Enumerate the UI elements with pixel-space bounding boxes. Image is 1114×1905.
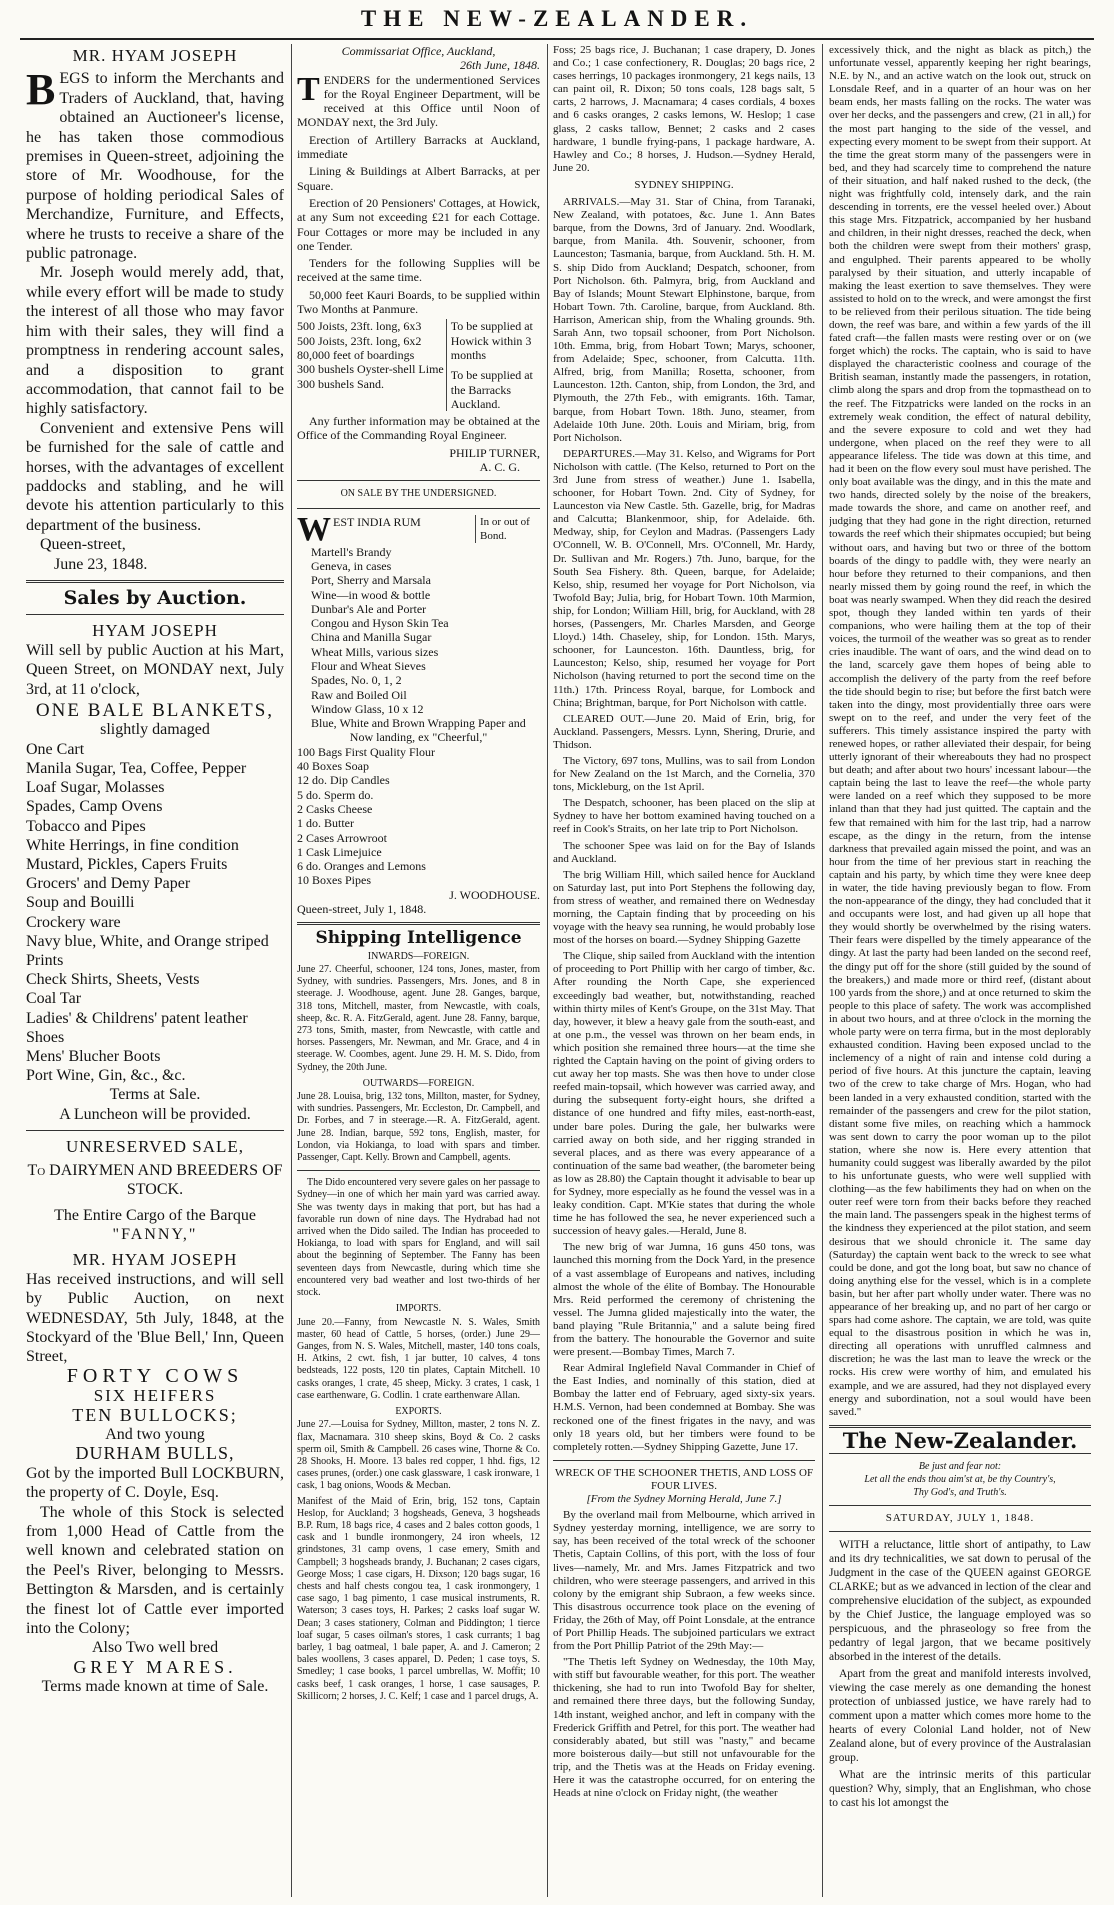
auction-item: Tobacco and Pipes (26, 817, 146, 835)
tender-office: Commissariat Office, Auckland, (341, 44, 496, 58)
goods-item: Flour and Wheat Sieves (311, 658, 426, 673)
goods-item: Spades, No. 0, 1, 2 (311, 673, 402, 688)
auction-item: Spades, Camp Ovens (26, 798, 163, 816)
divider (297, 480, 540, 481)
column-2 (297, 44, 540, 1897)
sale-bulls: DURHAM BULLS, (75, 1443, 235, 1464)
sale-bullocks: TEN BULLOCKS; (72, 1404, 238, 1425)
column-divider (291, 44, 292, 1897)
tender-paragraph: Erection of Artillery Barracks at Auckland, immediate (297, 132, 540, 162)
news-paragraph: The Dido encountered very severe gales on her passage to Sydney—in one of which her main yard was carried away. She was twenty days in making that port, but has had a favorable run down of nine days. The Hydrabad had not arrived when the Dido sailed. The Indian has proceeded to Hokianga, to load with spars for England, and will sail about the beginning of September. The Fanny has been seventeen days from Newcastle, during which time she encountered very bad weather and lost two-thirds of her stock. (297, 1177, 540, 1299)
on-sale-heading: ON SALE BY THE UNDERSIGNED. (340, 488, 497, 500)
masthead-title: THE NEW-ZEALANDER. (360, 6, 754, 31)
auction-item: Mustard, Pickles, Capers Fruits (26, 856, 228, 874)
masthead-rule (20, 38, 1094, 40)
tender-note: To be supplied at Howick within 3 months (450, 319, 533, 362)
news-paragraph: Rear Admiral Inglefield Naval Commander in Chief of the East Indies, and nominally of this station, died at Bombay the latter end of February, aged sixty-six years. H.M.S. Vernon, had been condemned at Bombay. She was reckoned one of the finest frigates in the navy, and was only 18 years old, but her timbers were found to be completely rotten.—Sydney Shipping Gazette, June 17. (553, 1362, 815, 1453)
sale-mares: GREY MARES. (73, 1656, 237, 1677)
auction-lead-item: ONE BALE BLANKETS, (35, 700, 275, 721)
news-paragraph: June 27. Cheerful, schooner, 124 tons, Jones, master, from Sydney, with sundries. Passengers, Mrs. Jones, and 8 in steerage. J. Woodhouse, agent. June 28. Ganges, barque, 318 tons, Mitchell, master, from Newcastle, with coals, sheep, &c. R. A. FitzGerald, agent. June 28. Fanny, barque, 273 tons, Smith, master, from Newcastle, with cattle and horses. Passengers, Mr. Newman, and Mr. Grace, and 4 in steerage. W. Coombes, agent. June 29. H. M. S. Dido, from Sydney, the 20th June. (297, 963, 540, 1073)
news-paragraph: Manifest of the Maid of Erin, brig, 152 tons, Captain Heslop, for Auckland; 3 hogsheads, Geneva, 3 hogsheads B.P. Rum, 18 bags rice, 4 cases and 2 bales cotton goods, 1 cask and 1 bundle ironmongery, 24 iron wheels, 12 grindstones, 31 camp ovens, 1 case emery, Smith and Campbell; 3 hogsheads brandy, J. Buchanan; 2 cases cigars, George Moss; 1 case cigars, H. Dixson; 120 bags sugar, 16 chests and half chests congou tea, 1 cask ironmongery, 1 case sago, 1 bag pimento, 1 case musical instruments, R. Waterson; 3 cases toys, H. Parkes; 2 casks loaf sugar W. Dean; 3 cases stationery, Colman and Piddington; 1 tierce loaf sugar, 5 cases oilman's stores, 1 cask currants; 1 bag barley, 1 bag oatmeal, 1 bale paper, A. and J. Cameron; 2 bales woollens, 3 cases apparel, D. Peden; 1 case toys, S. Smedley; 1 case books, 1 parcel umbrellas, W. Moffit; 10 casks beef, 1 cask oranges, 1 horse, 1 case sausages, P. Skillicorn; 2 horses, J. C. Kelf; 1 case and 1 parcel drugs, A. (297, 1495, 540, 1702)
news-paragraph: The schooner Spee was laid on for the Bay of Islands and Auckland. (553, 839, 815, 865)
tender-supplies-list (297, 319, 446, 411)
divider (829, 1505, 1091, 1506)
goods-item: Wheat Mills, various sizes (311, 644, 439, 659)
auction-item: Port Wine, Gin, &c., &c. (26, 1067, 186, 1085)
ad-title: MR. HYAM JOSEPH (72, 46, 238, 65)
auction-item: Ladies' & Childrens' patent leather Shoes (26, 1009, 248, 1046)
on-sale-date: Queen-street, July 1, 1848. (297, 902, 427, 917)
ad-date: June 23, 1848. (54, 555, 148, 573)
auction-terms: Terms at Sale. (109, 1086, 201, 1104)
sale-cows: FORTY COWS (66, 1364, 244, 1387)
column-3 (553, 44, 815, 1897)
tender-note: To be supplied at the Barracks Auckland. (450, 368, 533, 411)
sale-terms: Terms made known at time of Sale. (41, 1678, 269, 1696)
ad-paragraph: EGS to inform the Merchants and Traders of Auckland, that, having obtained an Auctioneer's license, he has taken those commodious premises in Queen-street, adjoining the store of Mr. Woodhouse, for the purpose of holding periodical Sales of Merchandize, Furniture, and Effects, where he trusts to receive a share of the public patronage. (26, 70, 284, 263)
motto-line: Be just and fear not: (918, 1460, 1002, 1472)
tender-supply-item: 80,000 feet of boardings (297, 347, 415, 362)
news-paragraph: DEPARTURES.—May 31. Kelso, and Wigrams for Port Nicholson with cattle. (The Kelso, returned to Port on the 3rd June from stress of weather.) June 1. Isabella, schooner, for Hobart Town. 2nd. City of Sydney, for Launceston via New Castle. 5th. Gazelle, brig, for Madras and Calcutta; Blankenmoor, ship, for Adelaide. 6th. Medway, ship, for Ceylon and Madras. (Passengers Lady O'Connell, W. B. O'Connell, Mrs. O'Connell, Mr. Hardy, Dr. Sullivan and Mr. Rogers.) 7th. Juno, barque, for the South Sea Fishery. 8th. Queen, barque, for Adelaide; Kelso, ship, resumed her voyage for Port Nicholson, via Twofold Bay; Julia, brig, for Hobart Town. 10th Marmion, ship, for London; William Hill, brig, for Auckland, with 28 horses, (Passengers, Mr. Charles Marsden, and George Lloyd.) 14th. Chaseley, ship, for London. 15th. Marys, schooner, for Launceston. 16th. Dauntless, brig, for Launceston; Kelso, ship, resumed her voyage for Port Nicholson (having returned to port the second time on the 11th.) 17th. Princess Royal, barque, for Lombock and China; Brightman, barque, for Port Nicholson with cattle. (553, 447, 815, 709)
news-paragraph: excessively thick, and the night as black as pitch,) the unfortunate vessel, apparently keeping her right bearings, N.E. by N., and an active watch on the look out, struck on Lonsdale Reef, and in a quarter of an hour was on her beam ends, her masts falling on the rocks. The water was over her decks, and the passengers and crew, (21 in all,) for the most part hanging to the side of the vessel, and expecting every moment to be swept from their support. At the time the great storm many of the passengers were in bed, and they had scarcely time to comprehend the nature of their situation, and half naked rushed to the deck, (the night was frightfully cold, intensely dark, and the rain descending in torrents, ere the vessel heeled over.) About this stage Mrs. Fitzpatrick, accompanied by her husband and children, in their night dresses, reached the deck, when both the children were swept from their mothers' grasp, and engulphed. Their parents appeared to be wholly paralysed by their situation, and utterly incapable of making the least exertion to save themselves. They were assisted to hold on to the wreck, and were amongst the first to be relieved from their perilous situation. The tide being down, the reef was bare, and within a few yards of the ill fated craft—the fallen masts were resting over or on (we forget which) the rocks. The captain, who is said to have displayed the characteristic coolness and courage of the British seaman, instantly made the passengers, in rotation, climb along the spars and drop from the topmasthead on to the reef. The Fitzpatricks were landed on the rocks in an extremely weak condition, the effect of natural debility, and the severe exposure to cold and wet they had undergone, when placed on the reef they were to all appearance lifeless. The tide was down at this time, and had it been on the flow every soul must have perished. The only boat available was the dingy, and in this the mate and two hands, directed solely by the noise of the breakers, made towards the shore, and came on another reef, and judging that they had gone in the right direction, returned towards the reef which their shipmates occupied; but being without oars, and having but two or three of the bottom boards of the dingy to paddle with, they were nearly an hour before they returned to their companions, and then nearly missed them by going round the reef, in which the boat was nearly swamped. When they did reach the desired spot, though they landed within ten yards of their companions, who were hailing them at the top of their voices, the turmoil of the weather was so great as to render cries inaudible. The want of oars, and the wind dead on to the land, scarcely gave them hopes of being able to accomplish the delivery of the party from the reef before the tide should begin to rise; but before the first batch were taken into the dingy, most providentially three oars were swept on to the reef, and under the very feet of the sufferers. This timely assistance inspired the party with renewed hopes, or rather alleviated their despair, for being utterly ignorant of their whereabouts they had no prospect but death; and after about two hours' incessant labour—the captain being the last to leave the reef—the whole party were landed on a reef which they supposed to be more inland than that they had just quitted. The captain and the few that remained with him for the last trip, had a narrow escape, as the dingy in the return, from the intense darkness that prevailed again missed the point, and was an hour from the time of her previous start in reaching the captain and his party, by which time they were knee deep in water, the tide having previously began to flow. From the non-appearance of the dingy, they had concluded that it and occupants were lost, and had given up all hope that they would shortly be overwhelmed by the rising waters. Their fears were dispelled by the timely appearance of the dingy. At last the party had been landed on the second reef, the dingy put off for the shore (still guided by the sound of the breakers,) and made more or third reef, (distant about 100 yards from the shore,) and at once returned to skim the people to this place of safety. The work was accomplished in about two hours, and at three o'clock in the morning the whole party were on terra firma, but in the most deplorably exhausted condition. Having been exposed unclad to the inclemency of a night of rain and intense cold during a period of five hours. At this juncture the captain, leaving two of the crew to take charge of Mrs. Hogan, who had been landed in a very exhausted condition, started with the remainder of the passengers and crew for the pilot station, distant some five miles, on reaching which a hammock was sent down to carry the poor woman up to the pilot station, where she now is. Here every attention that humanity could suggest was liberally awarded by the pilot to his unfortunate guests, who were well supplied with clothing—as the few habiliments they had on when on the outer reef were torn from their backs before they reached the main land. The passengers speak in the highest terms of the kindness they experienced at the pilot station, and seem desirous that we should chronicle it. The same day (Saturday) the captain went back to the wreck to see what could be done, and got the long boat, but saw no chance of doing anything else for the vessel, which is in a complete basin, but her after part wholly under water. There was no appearance of her breaking up, and no part of her cargo or spars had come ashore. The captain, we are told, was quite equal to the disastrous position in which he was in, directing all operations with unruffled calmness and discretion; he was the last man to leave the wreck or the rocks. His crew were worthy of him, and emulated his example, and we are assured, had they not displayed every energy and subordination, not a soul would have been saved." (829, 44, 1091, 1418)
tender-paragraph: 50,000 feet Kauri Boards, to be supplied within Two Months at Panmure. (297, 287, 540, 317)
landing-list (297, 745, 540, 888)
subheading: INWARDS—FOREIGN. (367, 950, 470, 962)
rum-title: EST INDIA RUM (333, 514, 421, 529)
news-paragraph: Foss; 25 bags rice, J. Buchanan; 1 case drapery, D. Jones and Co.; 1 case confectionery, R. Douglas; 20 bags rice, 2 cases herrings, 10 packages ironmongery, 21 kegs nails, 13 can paint oil, R. Dixon; 50 tons coals, 128 bags salt, 5 carts, 2 harrows, J. Macnamara; 4 cases cordials, 4 boxes and 6 casks oranges, 2 casks lemons, W. Heslop; 1 case glass, 2 casks tallow, Bennet; 2 casks and 2 cases hardware, 1 bundle frying-pans, 1 package hardware, A. Hawley and Co.; 8 horses, J. Hudson.—Sydney Herald, June 20. (553, 44, 815, 174)
tender-paragraph: Erection of 20 Pensioners' Cottages, at Howick, at any Sum not exceeding £21 for each Cottage. Four Cottages or more may be included in any one Tender. (297, 195, 540, 253)
tender-supplies (297, 319, 540, 411)
rum-ad (297, 510, 540, 548)
landing-item: 5 do. Sperm do. (297, 787, 374, 802)
subheading: EXPORTS. (395, 1406, 442, 1418)
landing-item: 40 Boxes Soap (297, 759, 369, 774)
auction-item: Manila Sugar, Tea, Coffee, Pepper (26, 760, 247, 778)
news-paragraph: June 28. Louisa, brig, 132 tons, Millton, master, for Sydney, with sundries. Passengers, Mr. Eccleston, Dr. Campbell, and Dr. Forbes, and 7 in steerage.—R. A. FitzGerald, agent. June 28. Indian, barque, 592 tons, English, master, for London, via Hokianga, to load with spars and timber. Passenger, Capt. Kelly. Brown and Campbell, agents. (297, 1091, 540, 1164)
divider (829, 1531, 1091, 1532)
tender-signature-title: A. C. G. (479, 460, 520, 475)
landing-item: 10 Boxes Pipes (297, 873, 372, 888)
news-paragraph: CLEARED OUT.—June 20. Maid of Erin, brig, for Auckland. Passengers, Messrs. Lynn, Shering, Drurie, and Thidson. (553, 712, 815, 751)
column-divider (822, 44, 823, 1897)
on-sale-signature: J. WOODHOUSE. (449, 887, 540, 902)
landing-item: 1 do. Butter (297, 816, 354, 831)
news-paragraph: The Clique, ship sailed from Auckland with the intention of proceeding to Port Phillip with her cargo of timber, &c. After rounding the North Cape, she experienced exceedingly bad weather, but, notwithstanding, reached within thirty miles of Kent's Groupe, on the 31st May. That day, however, it blew a heavy gale from the south-east, and at one p.m., the vessel was thrown on her beam ends, in which position she remained three hours—at the time she righted the Captain having on the point of giving orders to cut away her top masts. She was then hove to under close reefed main-topsail, which however was carried away, and during the subsequent forty-eight hours, she drifted a distance of one hundred and fifty miles, east-north-east, under bare poles. During the gale, her bulwarks were carried away on both side, and her rigging stranded in several places, and as there was every appearance of a continuation of the same bad weather, (the barometer being as low as 28.80) the Captain thought it advisable to bear up for Sydney, more especially as he found the vessel was in a leaky condition. Capt. M'Kie states that during the whole time he has followed the sea, he never experienced such a succession of heavy gales.—Herald, June 8. (553, 950, 815, 1238)
landing-item: 2 Cases Arrowroot (297, 830, 387, 845)
auction-items-list (26, 740, 284, 1086)
ad-paragraph: Mr. Joseph would merely add, that, while every effort will be made to study the interest of all those who may favor him with their sales, they will find a promptness in rendering account sales, and a disposition to grant accommodation, that cannot fail to be highly satisfactory. (26, 264, 284, 418)
sale-audience: To DAIRYMEN AND BREEDERS OF STOCK. (27, 1161, 283, 1199)
news-paragraph: The brig William Hill, which sailed hence for Auckland on Saturday last, put into Port Stephens the following day, from stress of weather, and remained there on Wednesday morning, the Captain finding that by proceeding on his voyage with the heavy sea running, he would probably lose most of the horses on board.—Sydney Shipping Gazette (553, 868, 815, 947)
goods-item: Window Glass, 10 x 12 (311, 701, 424, 716)
divider (297, 508, 540, 509)
subheading: OUTWARDS—FOREIGN. (362, 1077, 475, 1089)
subheading: IMPORTS. (395, 1303, 442, 1315)
sale-notice: Has received instructions, and will sell by Public Auction, on next WEDNESDAY, 5th July, 1848, at the Stockyard of the 'Blue Bell,' Inn, Queen Street, (26, 1270, 284, 1366)
auction-item: Check Shirts, Sheets, Vests (26, 971, 200, 989)
editorial-masthead: The New-Zealander. (842, 1427, 1078, 1453)
auction-item: Crockery ware (26, 913, 121, 931)
editorial-date: SATURDAY, JULY 1, 1848. (885, 1512, 1035, 1525)
ad-paragraph: Convenient and extensive Pens will be furnished for the sale of cattle and horses, with the advantages of excellent paddocks and stabling, and he will devote his attention particularly to this department of the business. (26, 419, 284, 534)
sale-ship: "FANNY," (112, 1225, 198, 1243)
motto-line: Let all the ends thou aim'st at, be thy Country's, (864, 1474, 1056, 1486)
goods-item: Wine—in wood & bottle (311, 587, 431, 602)
column-4 (829, 44, 1091, 1897)
tender-supply-item: 500 Joists, 23ft. long, 6x2 (297, 333, 422, 348)
landing-item: 12 do. Dip Candles (297, 773, 390, 788)
sale-two: And two young (105, 1425, 205, 1443)
auction-item: Loaf Sugar, Molasses (26, 779, 165, 797)
landing-item: 6 do. Oranges and Lemons (297, 859, 426, 874)
divider (829, 1453, 1091, 1454)
section-heading: Shipping Intelligence (315, 928, 522, 949)
auction-item: Mens' Blucher Boots (26, 1048, 161, 1066)
ad-place: Queen-street, (40, 536, 126, 554)
editorial-paragraph: WITH a reluctance, little short of antipathy, to Law and its dry technicalities, we sat down to perusal of the Judgment in the case of the QUEEN against GEORGE CLARKE; but as we advanced in lection of the clear and comprehensive elucidation of the subject, as expounded by the Chief Justice, the language employed was so perspicuous, and the phraseology so free from the pedantry of legal jargon, that we became positively absorbed in the interest of the details. (829, 1539, 1091, 1664)
landing-item: 100 Bags First Quality Flour (297, 744, 436, 759)
goods-item: China and Manilla Sugar (311, 630, 432, 645)
tender-supply-item: 500 Joists, 23ft. long, 6x3 (297, 319, 422, 334)
divider (26, 580, 284, 583)
news-paragraph: June 27.—Louisa for Sydney, Millton, master, 2 tons N. Z. flax, Macnamara. 310 sheep skins, Boyd & Co. 2 casks sperm oil, Smith & Campbell. 26 cases wine, Thorne & Co. 28 Shooks, H. Moore. 13 bales red copper, 1 hhd. figs, 12 cases prunes, (order.) one cask glassware, 1 cask ironware, 1 cask, 1 bag onions, Woods & Mecban. (297, 1419, 540, 1492)
divider (297, 922, 540, 925)
drop-cap: W (297, 510, 331, 548)
divider (26, 1130, 284, 1131)
auction-lead-note: slightly damaged (100, 721, 210, 739)
news-paragraph: The new brig of war Jumna, 16 guns 450 tons, was launched this morning from the Dock Yard, in the presence of a vast assemblage of Europeans and natives, including almost the whole of the élite of Bombay. The Honourable Mrs. Reid performed the ceremony of christening the vessel. The Jumna glided majestically into the water, the band playing "Rule Britannia," and a salute being fired from the battery. The honourable the Governor and suite were present.—Bombay Times, March 7. (553, 1241, 815, 1359)
divider (297, 1170, 540, 1171)
drop-cap: T (297, 70, 320, 108)
news-paragraph: The Victory, 697 tons, Mullins, was to sail from London for New Zealand on the 1st March, and the Cornelia, 370 tons, Mickleburg, on the 1st April. (553, 754, 815, 794)
bond-note: In or out of Bond. (475, 515, 540, 544)
news-paragraph: June 20.—Fanny, from Newcastle N. S. Wales, Smith master, 60 head of Cattle, 5 horses, (order.) June 29—Ganges, from N. S. Wales, Mitchell, master, 140 tons coals, H. Atkins, 2 cwt. fish, 1 jar butter, 10 calves, 4 tons bedsteads, 122 posts, 120 tin plates, Captain Mitchell. 10 casks oranges, 1 crate, 45 sheep, Micky. 3 crates, 1 cask, 1 case earthenware, G. Codlin. 1 crate earthenware Allan. (297, 1316, 540, 1401)
tender-paragraph: ENDERS for the undermentioned Services for the Royal Engineer Department, will be received at this Office until Noon of MONDAY next, the 3rd July. (297, 72, 540, 130)
sale-auctioneer: MR. HYAM JOSEPH (72, 1250, 238, 1270)
sale-paragraph: Got by the imported Bull LOCKBURN, the property of C. Doyle, Esq. (26, 1464, 284, 1502)
section-heading: Sales by Auction. (63, 586, 247, 609)
auction-item: White Herrings, in fine condition (26, 836, 239, 854)
tender-date: 26th June, 1848. (460, 58, 540, 73)
landing-heading: Now landing, ex "Cheerful," (349, 730, 488, 745)
tender-paragraph: Tenders for the following Supplies will be received at the same time. (297, 256, 540, 285)
tender-signature: PHILIP TURNER, (449, 445, 540, 460)
tender-supply-item: 300 bushels Oyster-shell Lime (297, 362, 444, 377)
motto-line: Thy God's, and Truth's. (913, 1487, 1007, 1499)
column-1 (26, 44, 284, 1897)
article-heading: WRECK OF THE SCHOONER THETIS, AND LOSS OF FOUR LIVES. (554, 1466, 814, 1492)
news-paragraph: By the overland mail from Melbourne, which arrived in Sydney yesterday morning, intelligence, we are sorry to say, has been received of the total wreck of the schooner Thetis, Captain Collins, of this port, with the loss of four lives—namely, Mr. and Mrs. James Fitzpatrick and two children, who were steerage passengers, and arrived in this colony by the emigrant ship Subraon, a few weeks since. This disastrous occurrence took place on the evening of Friday, the 26th of May, off Point Lonsdale, at the entrance of Port Phillip Heads. The subjoined particulars we extract from the Port Phillip Patriot of the 29th May:— (553, 1509, 815, 1653)
auction-item: Soup and Bouilli (26, 894, 135, 912)
tender-supply-item: 300 bushels Sand. (297, 376, 384, 391)
section-heading: SYDNEY SHIPPING. (634, 178, 734, 191)
goods-item: Raw and Boiled Oil (311, 687, 407, 702)
auction-item: Navy blue, White, and Orange striped Prints (26, 932, 269, 970)
editorial-paragraph: What are the intrinsic merits of this particular question? Why, simply, that an Englishman, who chose to cast his lot amongst the (829, 1769, 1091, 1810)
goods-list (297, 545, 540, 731)
auction-item: Grocers' and Demy Paper (26, 875, 191, 893)
news-paragraph: ARRIVALS.—May 31. Star of China, from Taranaki, New Zealand, with potatoes, &c. June 1. Ann Bates barque, from the Downs, 3rd of January. 2nd. Woodlark, barque, from Manila. 4th. Souvenir, schooner, from Launceston; Tasmania, barque, from Auckland. 5th. H. M. S. ship Dido from Auckland; Despatch, schooner, from Port Nicholson. 6th. Palmyra, brig, from Auckland and Bay of Islands; Mount Stewart Elphinstone, barque, from Hobart Town. 7th. Caroline, barque, from Auckland. 8th. Harrison, American ship, from the Whaling grounds. 9th. Sarah Ann, two topsail schooner, from Port Nicholson. 10th. Emma, brig, from Hobart Town; Marys, schooner, from Adelaide; Spec, schooner, from Calcutta. 11th. Alfred, brig, from Manilla; Rosetta, schooner, from Launceston. 12th. Canton, ship, from London, the 3rd, and Plymouth, the 27th Feb., with emigrants. 16th. Tamar, barque, from Hobart Town. 18th. Juno, steamer, from Adelaide 10th June. 20th. Louis and Miriam, brig, from Port Nicholson. (553, 196, 815, 444)
landing-item: 2 Casks Cheese (297, 801, 373, 816)
goods-item: Dunbar's Ale and Porter (311, 601, 427, 616)
news-paragraph: The Despatch, schooner, has been placed on the slip at Sydney to have her bottom examined having touched on a reef in Cook's Straits, on her late trip to Port Nicholson. (553, 797, 815, 836)
auction-notice: Will sell by public Auction at his Mart, Queen Street, on MONDAY next, July 3rd, at 11 o'clock, (26, 641, 284, 698)
drop-cap: B (26, 65, 56, 115)
goods-item: Congou and Hyson Skin Tea (311, 616, 449, 631)
goods-item: Martell's Brandy (311, 544, 392, 559)
sale-also: Also Two well bred (91, 1639, 219, 1657)
divider (26, 614, 284, 615)
tender-paragraph: Any further information may be obtained at the Office of the Commanding Royal Engineer. (297, 414, 540, 443)
sale-title: UNRESERVED SALE, (65, 1137, 245, 1157)
editorial-paragraph: Apart from the great and manifold interests involved, viewing the case merely as one demanding the honest protection of unbiassed justice, we have rarely had to comment upon a matter which comes more home to the hearts of every Colonial Land holder, not of New Zealand alone, but of every province of the Australasian group. (829, 1668, 1091, 1765)
article-source: [From the Sydney Morning Herald, June 7.] (586, 1493, 782, 1506)
auction-luncheon: A Luncheon will be provided. (59, 1105, 251, 1123)
auction-item: Coal Tar (26, 990, 82, 1008)
sale-heifers: SIX HEIFERS (93, 1386, 217, 1406)
auctioneer-name: HYAM JOSEPH (92, 621, 218, 641)
divider (553, 1460, 815, 1461)
sale-paragraph: The whole of this Stock is selected from 1,000 Head of Cattle from the well known and celebrated station on the Peel's River, belonging to Messrs. Bettington & Marsden, and is certainly the finest lot of Cattle ever imported into the Colony; (26, 1503, 284, 1638)
auction-item: One Cart (26, 740, 85, 758)
column-divider (547, 44, 548, 1897)
masthead (0, 0, 1114, 38)
goods-item: Port, Sherry and Marsala (311, 573, 431, 588)
tender-paragraph: Lining & Buildings at Albert Barracks, at per Square. (297, 164, 540, 193)
sale-cargo: The Entire Cargo of the Barque (54, 1206, 256, 1224)
news-paragraph: "The Thetis left Sydney on Wednesday, the 10th May, with stiff but favourable weather, for this port. The weather thickening, she had to run into Twofold Bay for shelter, and remained there three days, but the following Sunday, 14th instant, weighed anchor, and left in company with the Frederick Griffith and Petrel, for this port. The weather had considerably abated, but still was "nasty," and became more boisterous daily—but still not unfavourable for the trip, and the Thetis was at the Heads on Friday evening. Here it was the catastrophe occurred, for on entering the Heads at nine o'clock on Friday night, (the weather (553, 1656, 815, 1800)
landing-item: 1 Cask Limejuice (297, 844, 382, 859)
goods-item: Blue, White and Brown Wrapping Paper and (311, 716, 526, 731)
goods-item: Geneva, in cases (311, 558, 392, 573)
